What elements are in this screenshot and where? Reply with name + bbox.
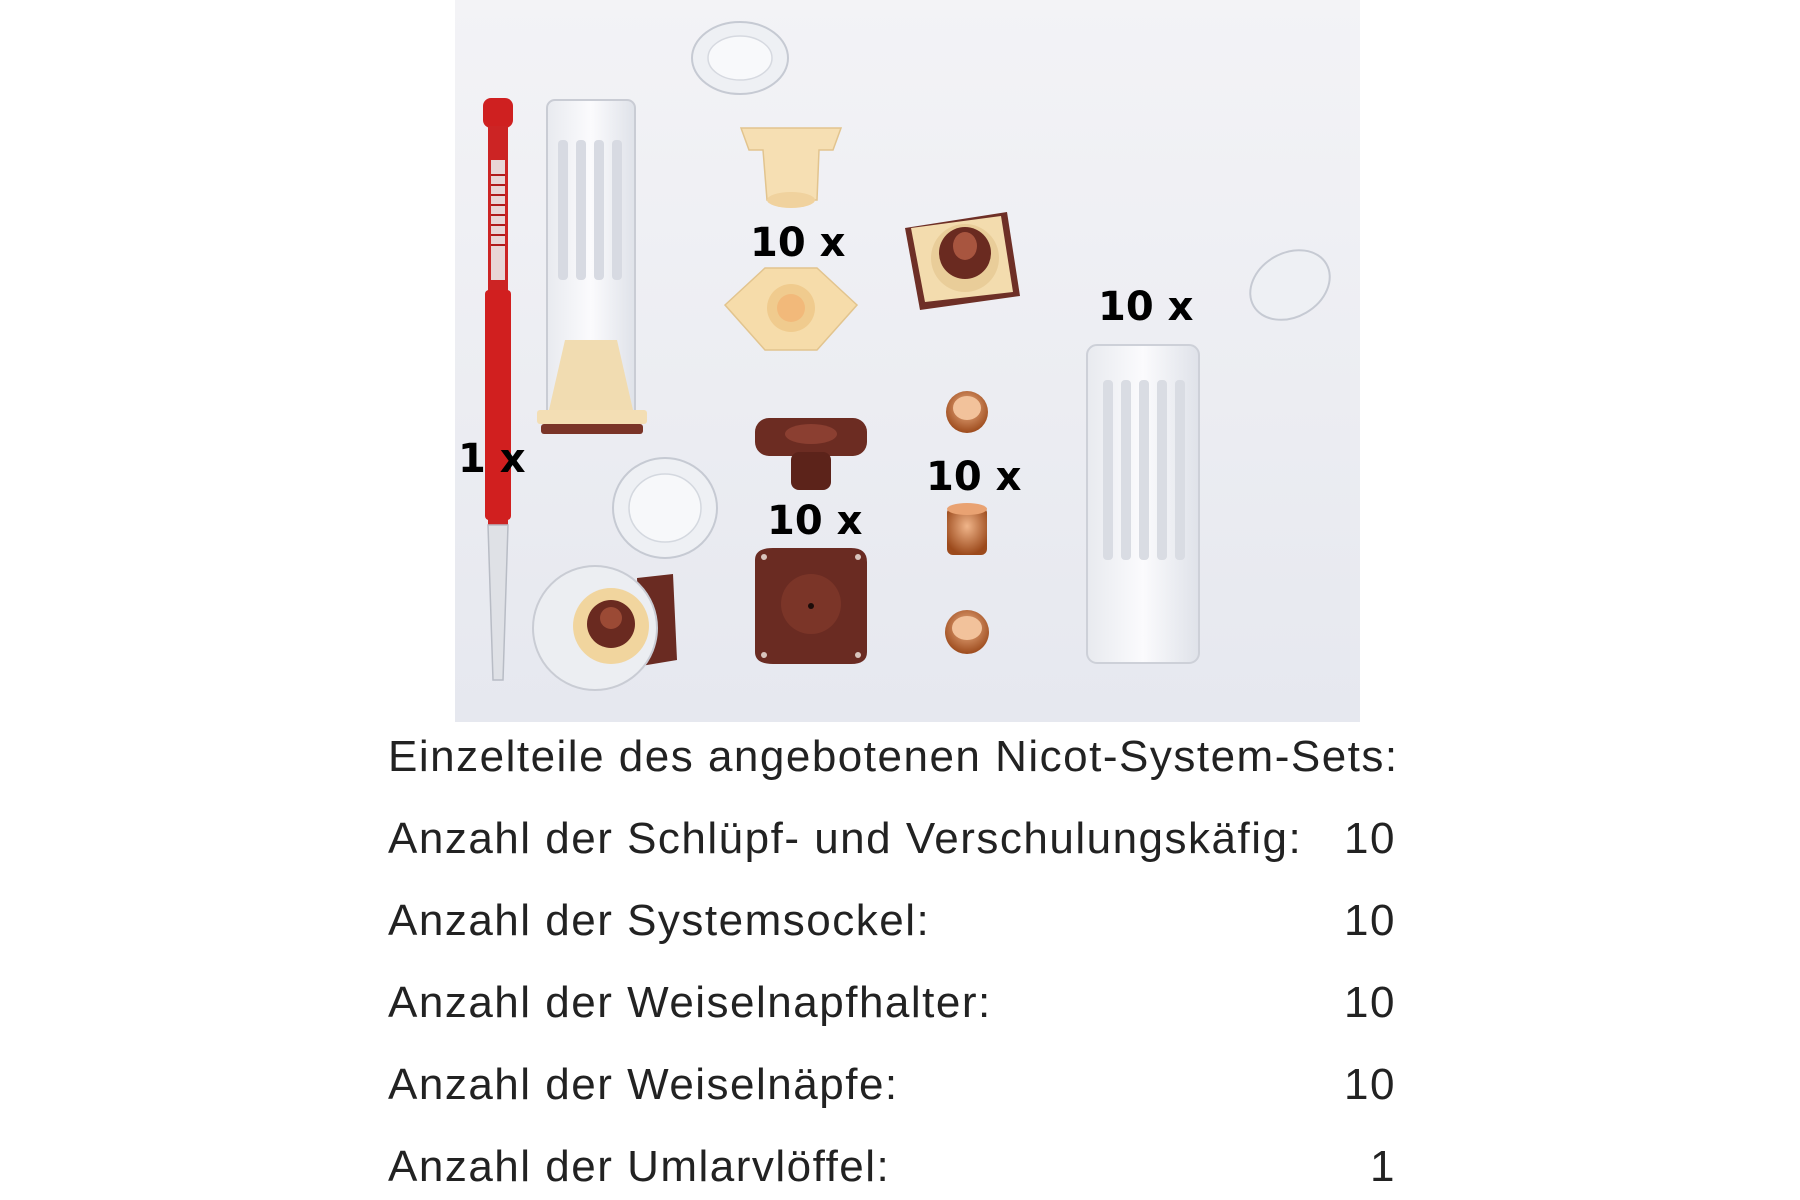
qty-label-holders: 10 x <box>767 498 863 544</box>
queen-cup-2 <box>947 503 987 555</box>
parts-list <box>388 728 1448 1196</box>
row-value: 10 <box>1344 978 1396 1027</box>
queen-cup-1 <box>946 391 988 433</box>
qty-label-cups: 10 x <box>926 454 1022 500</box>
qty-label-tool: 1 x <box>458 436 526 482</box>
parts-row-cup-holders <box>388 974 1448 1032</box>
parts-row-bases <box>388 892 1448 950</box>
system-base <box>755 548 867 664</box>
parts-row-cages <box>388 810 1448 868</box>
row-value: 10 <box>1344 814 1396 863</box>
row-value: 1 <box>1370 1142 1396 1191</box>
product-photo <box>455 0 1360 722</box>
hatching-cage-right <box>1087 345 1199 663</box>
row-label: Anzahl der Schlüpf- und Verschulungskäfig: <box>388 814 1303 863</box>
row-label: Anzahl der Weiselnäpfe: <box>388 1060 899 1109</box>
qty-label-right-cage: 10 x <box>1098 284 1194 330</box>
parts-row-cups <box>388 1056 1448 1114</box>
hatching-cage-left <box>537 100 647 434</box>
qty-label-upper-inserts: 10 x <box>750 220 846 266</box>
parts-list-title: Einzelteile des angebotenen Nicot-System-Sets: <box>388 732 1399 781</box>
row-label: Anzahl der Systemsockel: <box>388 896 931 945</box>
cage-lid-top <box>692 22 788 94</box>
row-value: 10 <box>1344 896 1396 945</box>
queen-cup-3 <box>945 610 989 654</box>
row-label: Anzahl der Umlarvlöffel: <box>388 1142 891 1191</box>
row-value: 10 <box>1344 1060 1396 1109</box>
cup-holder-assembled <box>905 212 1020 310</box>
row-label: Anzahl der Weiselnapfhalter: <box>388 978 992 1027</box>
cage-lid-bottom <box>613 458 717 558</box>
parts-row-grafting-tools <box>388 1138 1448 1196</box>
